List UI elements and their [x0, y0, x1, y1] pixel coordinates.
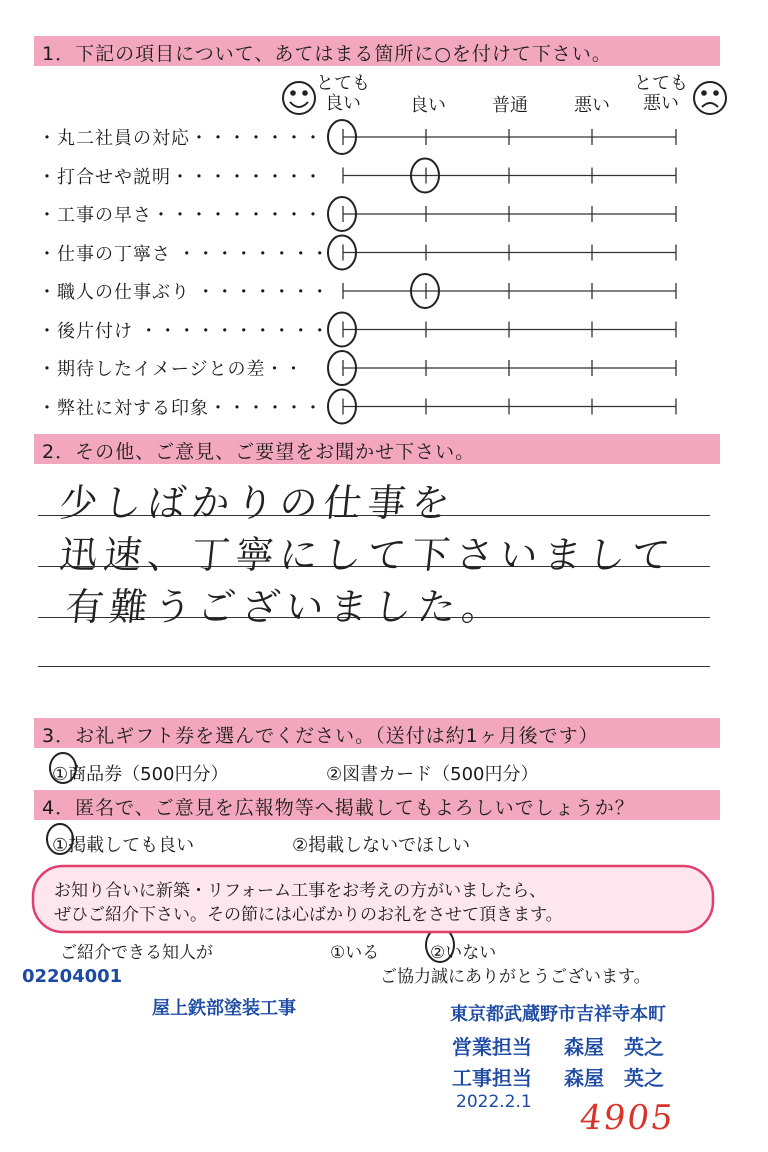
frown-icon: [694, 82, 726, 114]
q1-title: 1．下記の項目について、あてはまる箇所に○を付けて下さい。: [42, 43, 612, 65]
q4-header-band: [34, 790, 720, 820]
q4-option-publish[interactable]: ①掲載しても良い: [52, 835, 195, 856]
q3-header-band: [34, 718, 720, 748]
comment-line-1: 少しばかりの仕事を: [57, 481, 458, 525]
referral-box-line-2: ぜひご紹介下さい。その節には心ばかりのお礼をさせて頂きます。: [54, 905, 563, 925]
scale-label-very-good: とても 良い: [316, 73, 370, 114]
comment-rule-4: [38, 666, 710, 667]
survey-date: 2022.2.1: [456, 1092, 532, 1112]
q3-option-book-card[interactable]: ②図書カード（500円分）: [326, 764, 539, 785]
q4-option-no-publish[interactable]: ②掲載しないでほしい: [292, 835, 471, 856]
work-name: 森屋 英之: [564, 1066, 664, 1090]
sales-name: 森屋 英之: [564, 1035, 664, 1059]
scale-label-normal: 普通: [492, 95, 528, 116]
q2-header-band: [34, 434, 720, 464]
referral-option-no[interactable]: ②いない: [430, 943, 497, 963]
q1-row-label: ・工事の早さ・・・・・・・・・: [38, 205, 323, 226]
smiley-icon: [283, 82, 315, 114]
referral-option-yes[interactable]: ①いる: [330, 943, 380, 963]
q1-row-label: ・後片付け ・・・・・・・・・・: [38, 320, 330, 342]
customer-code: 02204001: [22, 966, 123, 987]
company-address: 東京都武蔵野市吉祥寺本町: [450, 1004, 666, 1025]
q3-title: 3．お礼ギフト券を選んでください。（送付は約1ヶ月後です）: [42, 725, 599, 747]
thanks-text: ご協力誠にありがとうございます。: [380, 967, 651, 987]
handwritten-number: 4905: [577, 1098, 678, 1138]
work-type: 屋上鉄部塗装工事: [152, 998, 296, 1019]
referral-box-line-1: お知り合いに新築・リフォーム工事をお考えの方がいましたら、: [54, 881, 547, 901]
q1-row-label: ・打合せや説明・・・・・・・・: [38, 166, 323, 188]
comment-line-3: 有難うございました。: [63, 585, 508, 629]
work-label: 工事担当: [452, 1066, 532, 1090]
scale-label-very-bad: とても 悪い: [634, 73, 688, 114]
q1-row-label: ・職人の仕事ぶり ・・・・・・・: [38, 282, 330, 303]
comment-line-2: 迅速、丁寧にして下さいまして: [57, 533, 678, 577]
scale-label-bad: 悪い: [574, 95, 610, 116]
q1-row-label: ・仕事の丁寧さ ・・・・・・・・: [38, 243, 330, 265]
sales-label: 営業担当: [452, 1035, 532, 1059]
scale-label-good: 良い: [410, 95, 446, 116]
referral-question: ご紹介できる知人が: [60, 943, 213, 963]
q1-row-label: ・期待したイメージとの差・・: [38, 359, 304, 380]
q4-title: 4．匿名で、ご意見を広報物等へ掲載してもよろしいでしょうか？: [42, 797, 635, 819]
q2-title: 2．その他、ご意見、ご要望をお聞かせ下さい。: [42, 441, 476, 463]
q3-option-gift-card[interactable]: ①商品券（500円分）: [52, 764, 229, 785]
q1-row-label: ・丸二社員の対応・・・・・・・: [38, 128, 323, 149]
q1-row-label: ・弊社に対する印象・・・・・・: [38, 397, 323, 419]
